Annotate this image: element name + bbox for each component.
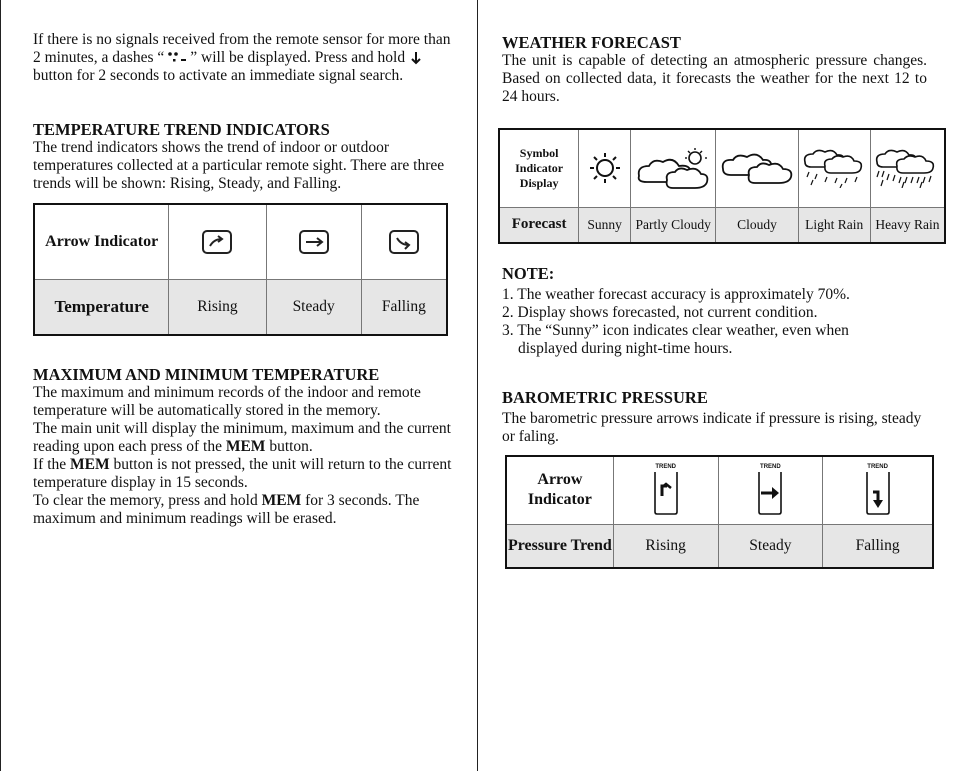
heavy-rain-icon	[870, 129, 945, 207]
rising-arrow-icon	[169, 204, 266, 279]
weather-forecast-section	[502, 33, 927, 106]
note-heading: NOTE:	[502, 264, 555, 283]
steady-arrow-icon	[266, 204, 361, 279]
down-arrow-icon	[409, 51, 423, 65]
pressure-steady-icon: TREND	[718, 456, 823, 524]
max-min-p3: If the MEM button is not pressed, the unit will return to the current temperature display in 15 seconds.	[33, 456, 452, 491]
forecast-sunny: Sunny	[579, 207, 631, 243]
pressure-steady: Steady	[718, 524, 823, 568]
temperature-trend-table	[33, 203, 448, 336]
pressure-trend-label: Pressure Trend	[506, 524, 613, 568]
weather-forecast-text: The unit is capable of detecting an atmospheric pressure changes. Based on collected data, it forecasts the weather for the next 12 to 24 hours.	[502, 52, 927, 105]
temperature-label: Temperature	[34, 279, 169, 335]
max-min-heading: MAXIMUM AND MINIMUM TEMPERATURE	[33, 365, 380, 384]
weather-forecast-heading: WEATHER FORECAST	[502, 33, 681, 52]
trend-steady: Steady	[266, 279, 361, 335]
pressure-rising: Rising	[613, 524, 718, 568]
partly-cloudy-icon	[631, 129, 716, 207]
cloudy-icon	[716, 129, 798, 207]
max-min-p4: To clear the memory, press and hold MEM for 3 seconds. The maximum and minimum readings will be erased.	[33, 492, 420, 527]
temperature-trend-text: The trend indicators shows the trend of indoor or outdoor temperatures collected at a particular remote sight. There are three trends will be shown: Rising, Steady, and Falling.	[33, 139, 445, 192]
barometric-heading: BAROMETRIC PRESSURE	[502, 388, 708, 407]
dashes-icon	[164, 51, 190, 65]
baro-arrow-indicator-label: Arrow Indicator	[506, 456, 613, 524]
pressure-rising-icon: TREND	[613, 456, 718, 524]
forecast-label: Forecast	[499, 207, 579, 243]
falling-arrow-icon	[361, 204, 447, 279]
max-min-section	[33, 365, 453, 528]
note-item-3-cont: displayed during night-time hours.	[518, 340, 733, 357]
pressure-falling-icon: TREND	[823, 456, 933, 524]
barometric-section	[502, 388, 932, 446]
barometric-text: The barometric pressure arrows indicate if pressure is rising, steady or faling.	[502, 410, 922, 445]
pressure-trend-table	[505, 455, 934, 569]
forecast-heavy-rain: Heavy Rain	[870, 207, 945, 243]
max-min-p1: The maximum and minimum records of the indoor and remote temperature will be automatically stored in the memory.	[33, 384, 421, 419]
right-page	[478, 0, 954, 771]
arrow-indicator-label: Arrow Indicator	[34, 204, 169, 279]
signal-search-paragraph: If there is no signals received from the remote sensor for more than 2 minutes, a dashes “ ” will be displayed. Press and hold button for 2 seconds to activate an immediate signal search.	[33, 31, 451, 84]
pressure-falling: Falling	[823, 524, 933, 568]
temperature-trend-section	[33, 120, 453, 193]
trend-rising: Rising	[169, 279, 266, 335]
note-item-1: 1. The weather forecast accuracy is approximately 70%.	[502, 286, 850, 303]
note-item-2: 2. Display shows forecasted, not current condition.	[502, 304, 818, 321]
temperature-trend-heading: TEMPERATURE TREND INDICATORS	[33, 120, 330, 139]
trend-falling: Falling	[361, 279, 447, 335]
forecast-light-rain: Light Rain	[798, 207, 870, 243]
forecast-partly-cloudy: Partly Cloudy	[631, 207, 716, 243]
weather-forecast-table	[498, 128, 946, 244]
note-section	[502, 264, 932, 358]
forecast-cloudy: Cloudy	[716, 207, 798, 243]
sunny-icon	[579, 129, 631, 207]
max-min-p2: The main unit will display the minimum, maximum and the current reading upon each press of the MEM button.	[33, 420, 451, 455]
symbol-indicator-label: Symbol Indicator Display	[499, 129, 579, 207]
note-item-3: 3. The “Sunny” icon indicates clear weather, even when	[502, 322, 849, 339]
light-rain-icon	[798, 129, 870, 207]
